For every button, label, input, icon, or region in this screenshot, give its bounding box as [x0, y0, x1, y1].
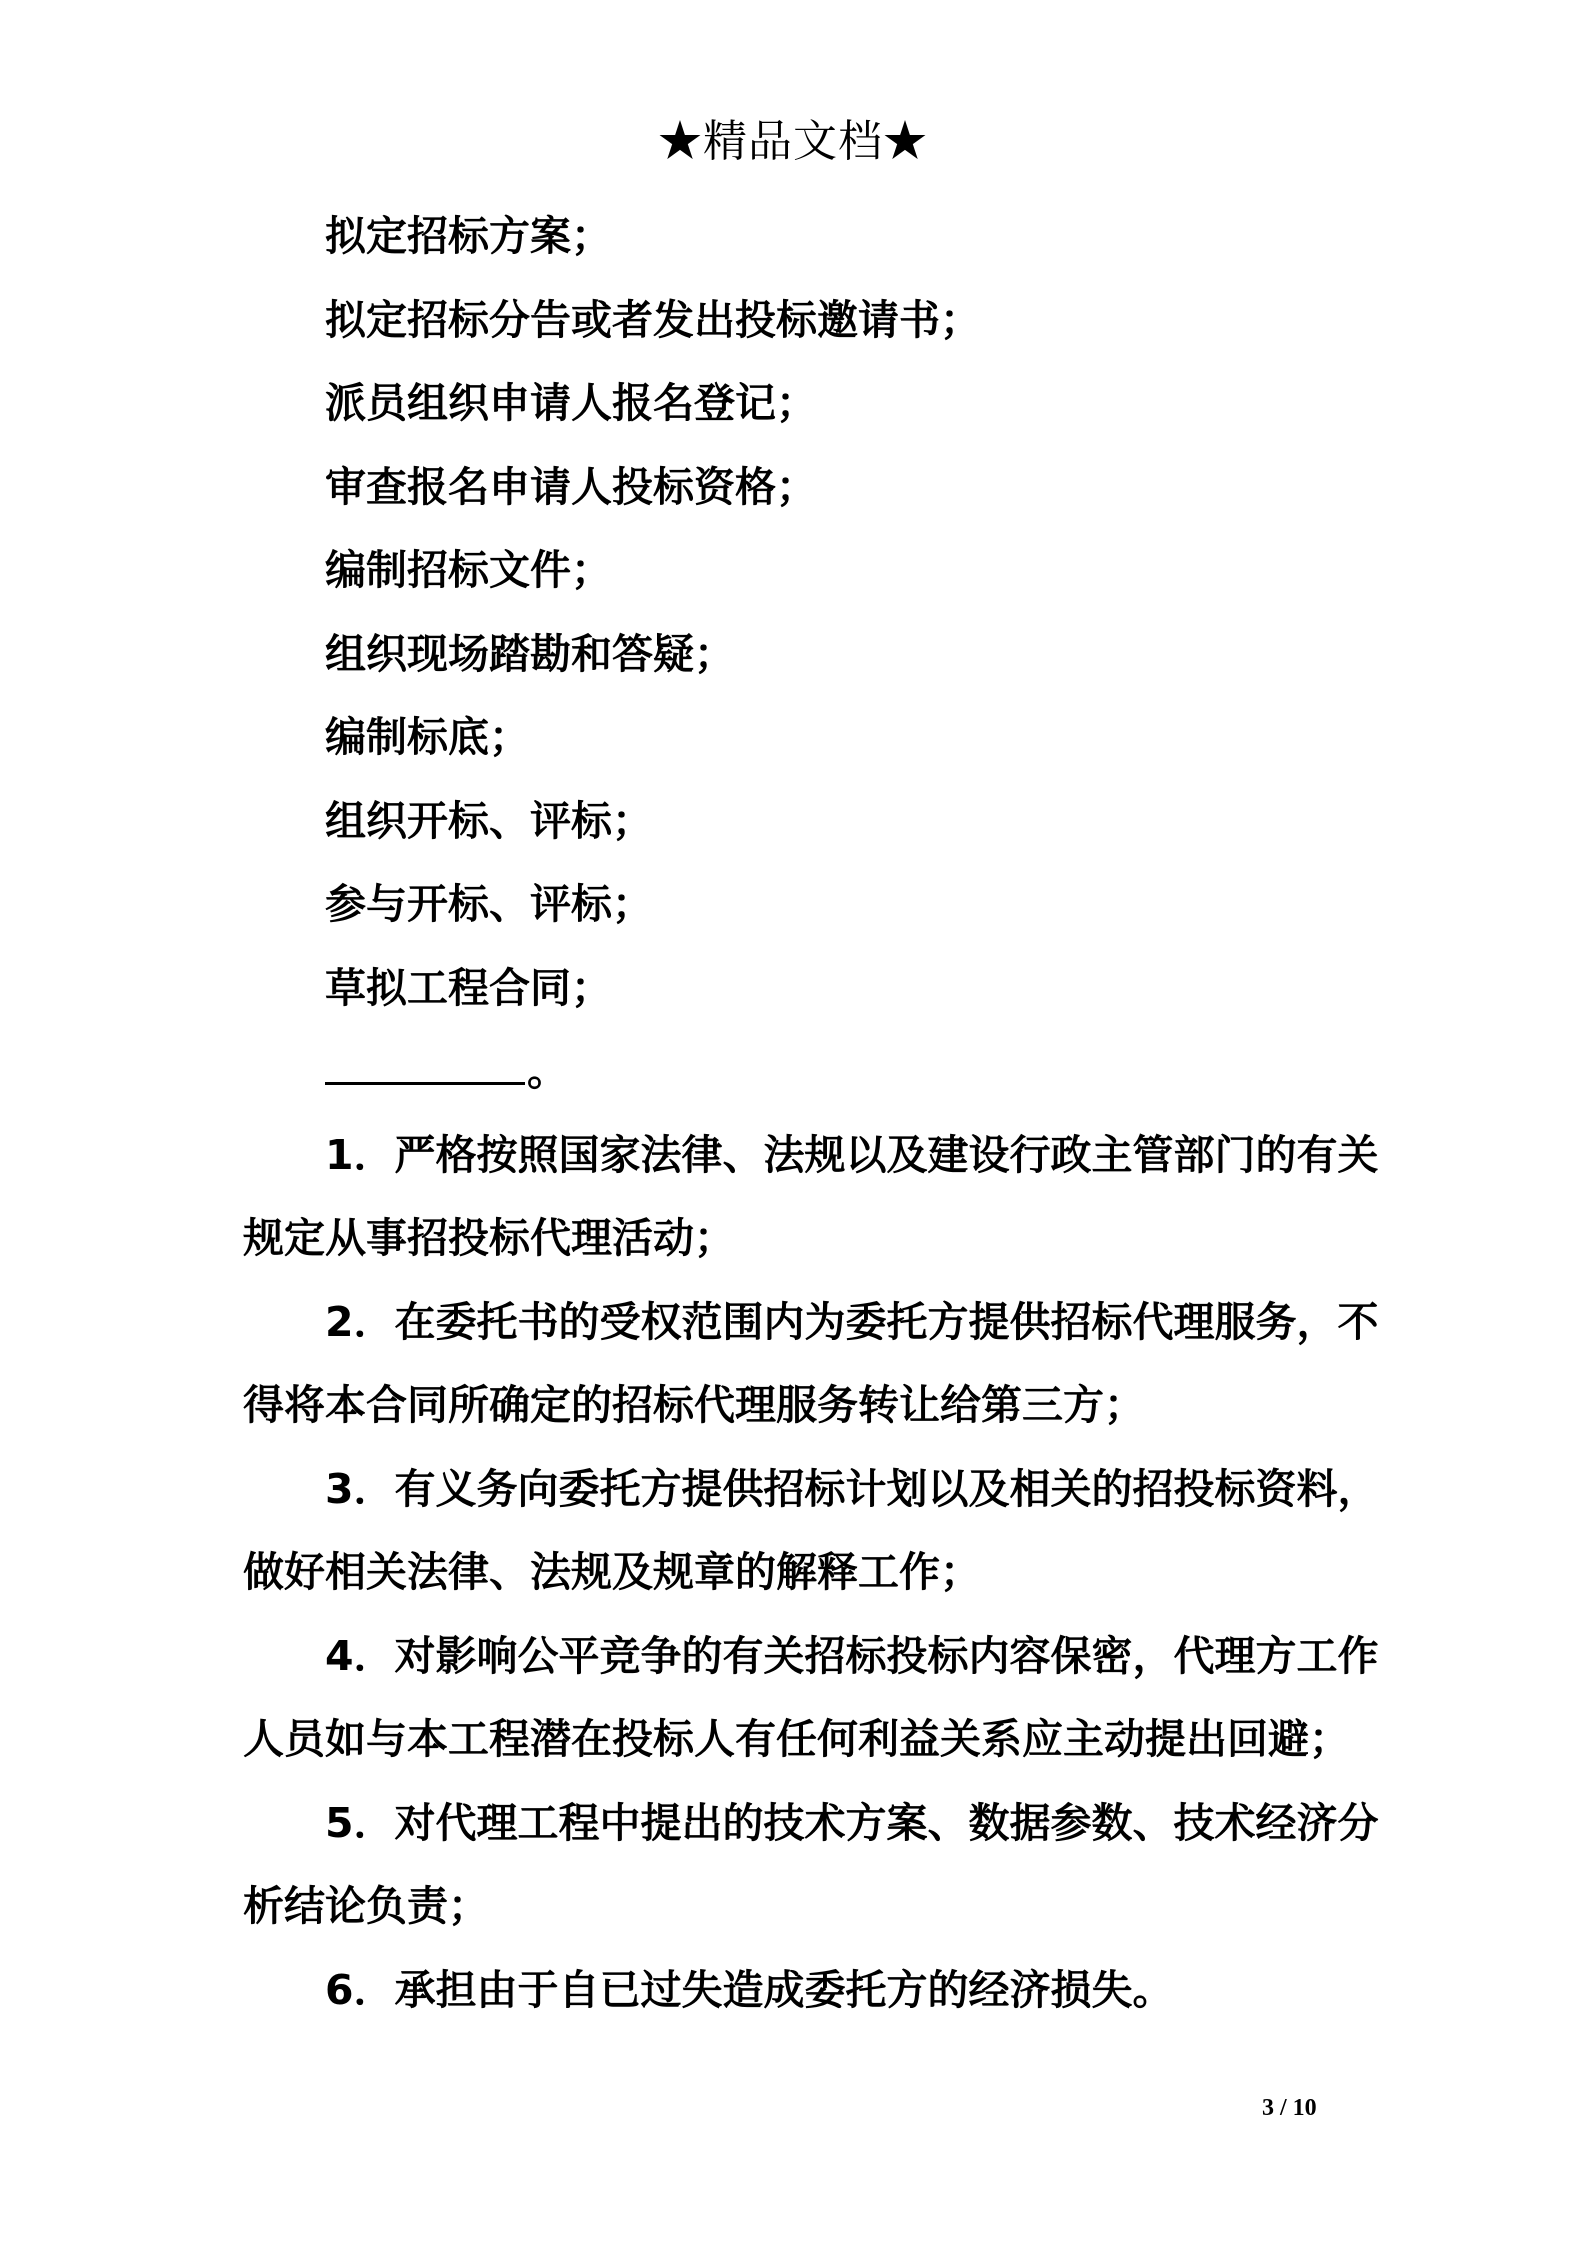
step-list — [243, 195, 1363, 1114]
obligation-item-4-line-1: 4．对影响公平竞争的有关招标投标内容保密，代理方工作 — [325, 1631, 1379, 1680]
step-item: 审查报名申请人投标资格； — [325, 462, 817, 511]
step-item: 编制招标文件； — [325, 546, 612, 594]
obligation-item-1-line-1: 1．严格按照国家法律、法规以及建设行政主管部门的有关 — [325, 1130, 1379, 1179]
step-item: 拟定招标分告或者发出投标邀请书； — [325, 295, 981, 344]
obligation-item-5-line-1: 5．对代理工程中提出的技术方案、数据参数、技术经济分 — [325, 1798, 1379, 1847]
obligations-list — [243, 1114, 1379, 2033]
step-item: 组织开标、评标； — [325, 796, 653, 845]
document-header: ★精品文档★ — [658, 116, 928, 167]
page-number: 3 / 10 — [1262, 2095, 1317, 2121]
blank-suffix: 。 — [527, 1047, 568, 1095]
obligation-item-2-line-2: 得将本合同所确定的招标代理服务转让给第三方； — [243, 1381, 1145, 1429]
obligation-item-1-line-2: 规定从事招投标代理活动； — [243, 1214, 735, 1262]
obligation-item-3-line-1: 3．有义务向委托方提供招标计划以及相关的招投标资料， — [325, 1464, 1379, 1513]
step-item: 编制标底； — [325, 713, 530, 761]
fill-in-blank — [325, 1048, 525, 1085]
step-item: 拟定招标方案； — [325, 212, 612, 260]
obligation-item-2-line-1: 2．在委托书的受权范围内为委托方提供招标代理服务，不 — [325, 1297, 1379, 1346]
blank-line — [325, 1030, 1363, 1114]
obligation-item-3-line-2: 做好相关法律、法规及规章的解释工作； — [243, 1548, 981, 1596]
obligation-item-5-line-2: 析结论负责； — [243, 1882, 489, 1930]
step-item: 派员组织申请人报名登记； — [325, 379, 817, 427]
step-item: 组织现场踏勘和答疑； — [325, 629, 735, 678]
document-body — [243, 195, 1379, 2032]
obligation-item-6: 6．承担由于自已过失造成委托方的经济损失。 — [325, 1965, 1174, 2014]
obligation-item-4-line-2: 人员如与本工程潜在投标人有任何利益关系应主动提出回避； — [243, 1715, 1350, 1763]
step-item: 草拟工程合同； — [325, 963, 612, 1012]
step-item: 参与开标、评标； — [325, 880, 653, 928]
